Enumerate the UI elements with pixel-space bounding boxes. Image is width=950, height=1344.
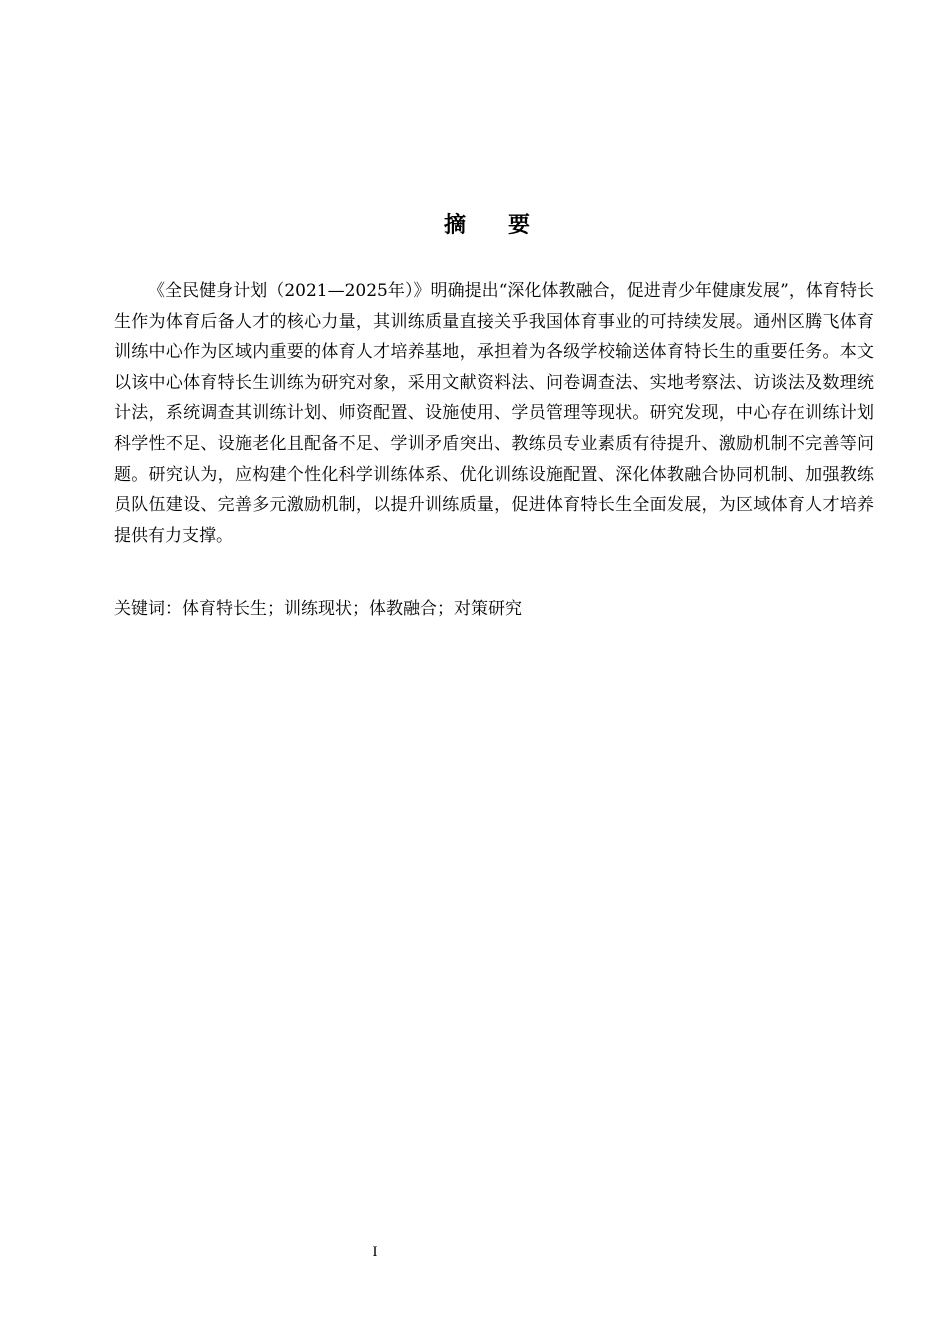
keywords-line <box>114 594 874 624</box>
abstract-heading <box>0 210 950 242</box>
abstract-heading-char-2: 要 <box>508 213 531 238</box>
keywords-text: 体育特长生；训练现状；体教融合；对策研究 <box>182 599 522 619</box>
abstract-paragraph: 《全民健身计划（2021—2025年）》明确提出“深化体教融合，促进青少年健康发展”，体育特长生作为体育后备人才的核心力量，其训练质量直接关乎我国体育事业的可持续发展。通州区腾飞体育训练中心作为区域内重要的体育人才培养基地，承担着为各级学校输送体育特长生的重要任务。本文以该中心体育特长生训练为研究对象，采用文献资料法、问卷调查法、实地考察法、访谈法及数理统计法，系统调查其训练计划、师资配置、设施使用、学员管理等现状。研究发现，中心存在训练计划科学性不足、设施老化且配备不足、学训矛盾突出、教练员专业素质有待提升、激励机制不完善等问题。研究认为，应构建个性化科学训练体系、优化训练设施配置、深化体教融合协同机制、加强教练员队伍建设、完善多元激励机制，以提升训练质量，促进体育特长生全面发展，为区域体育人才培养提供有力支撑。 <box>114 281 874 546</box>
abstract-heading-char-1: 摘 <box>443 213 466 238</box>
keywords-label: 关键词： <box>114 599 182 619</box>
page-number: I <box>372 1244 378 1260</box>
